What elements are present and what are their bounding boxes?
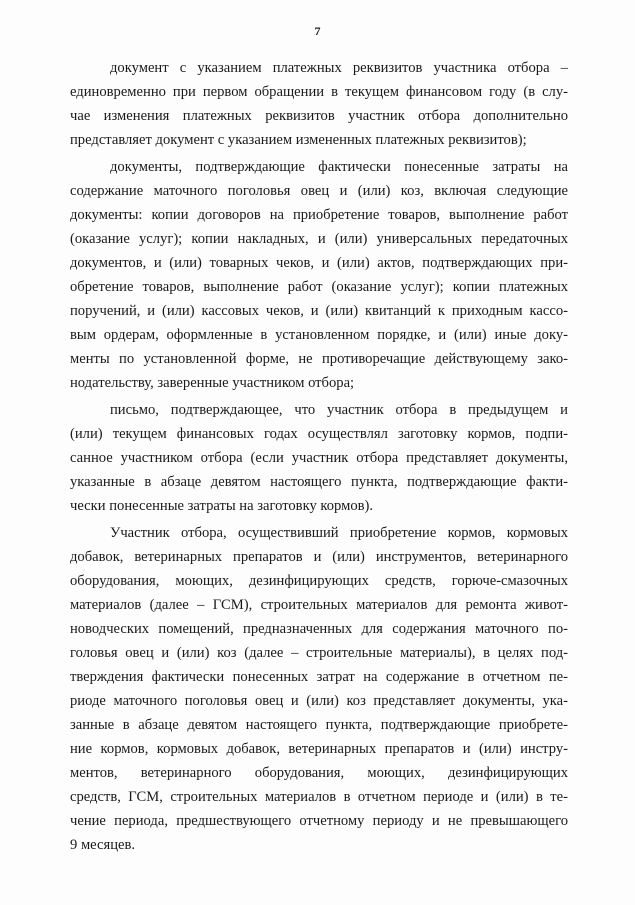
text-line: ментов, ветеринарного оборудования, моющих, дезинфицирующих [70, 765, 568, 781]
paragraph-purchase-confirmation [70, 521, 568, 857]
text-line: материалов (далее – ГСМ), строительных материалов для ремонта живот- [70, 597, 568, 613]
paragraph-feed-letter [70, 398, 568, 518]
text-line: санное участником отбора (если участник отбора представляет документы, [70, 450, 568, 466]
text-line: письмо, подтверждающее, что участник отбора в предыдущем и [110, 402, 568, 418]
text-line: новодческих помещений, предназначенных для содержания маточного по- [70, 621, 568, 637]
text-line: указанные в абзаце девятом настоящего пункта, подтверждающие факти- [70, 474, 568, 490]
text-line: (или) текущем финансовых годах осуществлял заготовку кормов, подпи- [70, 426, 568, 442]
text-line: документ с указанием платежных реквизитов участника отбора – [110, 60, 568, 76]
text-line: средств, ГСМ, строительных материалов в отчетном периоде и (или) в те- [70, 789, 568, 805]
text-line: нодательству, заверенные участником отбора; [70, 375, 355, 391]
text-line: головья овец и (или) коз (далее – строительные материалы), в целях под- [70, 645, 568, 661]
text-line: документов, и (или) товарных чеков, и (или) актов, подтверждающих при- [70, 255, 568, 271]
text-line: (оказание услуг); копии накладных, и (или) универсальных передаточных [70, 231, 568, 247]
paragraph-expense-documents [70, 155, 568, 395]
text-line: ние кормов, кормовых добавок, ветеринарных препаратов и (или) инстру- [70, 741, 568, 757]
text-line: вым ордерам, оформленные в установленном порядке, и (или) иные доку- [70, 327, 568, 343]
text-line: занные в абзаце девятом настоящего пункта, подтверждающие приобрете- [70, 717, 568, 733]
document-body [70, 56, 568, 857]
text-line: представляет документ с указанием измененных платежных реквизитов); [70, 132, 527, 148]
text-line: добавок, ветеринарных препаратов и (или) инструментов, ветеринарного [70, 549, 568, 565]
text-line: обретение товаров, выполнение работ (оказание услуг); копии платежных [70, 279, 568, 295]
text-line: содержание маточного поголовья овец и (или) коз, включая следующие [70, 183, 568, 199]
paragraph-payment-details [70, 56, 568, 152]
text-line: документы: копии договоров на приобретение товаров, выполнение работ [70, 207, 568, 223]
text-line: поручений, и (или) кассовых чеков, и (или) квитанций к приходным кассо- [70, 303, 568, 319]
page-number: 7 [314, 24, 321, 38]
text-line: 9 месяцев. [70, 837, 136, 853]
text-line: менты по установленной форме, не противоречащие действующему зако- [70, 351, 568, 367]
text-line: чески понесенные затраты на заготовку кормов). [70, 498, 374, 514]
text-line: оборудования, моющих, дезинфицирующих средств, горюче-смазочных [70, 573, 568, 589]
text-line: риоде маточного поголовья овец и (или) коз представляет документы, ука- [70, 693, 568, 709]
text-line: документы, подтверждающие фактически понесенные затраты на [110, 159, 568, 175]
text-line: чае изменения платежных реквизитов участник отбора дополнительно [70, 108, 568, 124]
text-line: тверждения фактически понесенных затрат на содержание в отчетном пе- [70, 669, 568, 685]
text-line: Участник отбора, осуществивший приобретение кормов, кормовых [110, 525, 568, 541]
text-line: чение периода, предшествующего отчетному периоду и не превышающего [70, 813, 568, 829]
text-line: единовременно при первом обращении в текущем финансовом году (в слу- [70, 84, 568, 100]
